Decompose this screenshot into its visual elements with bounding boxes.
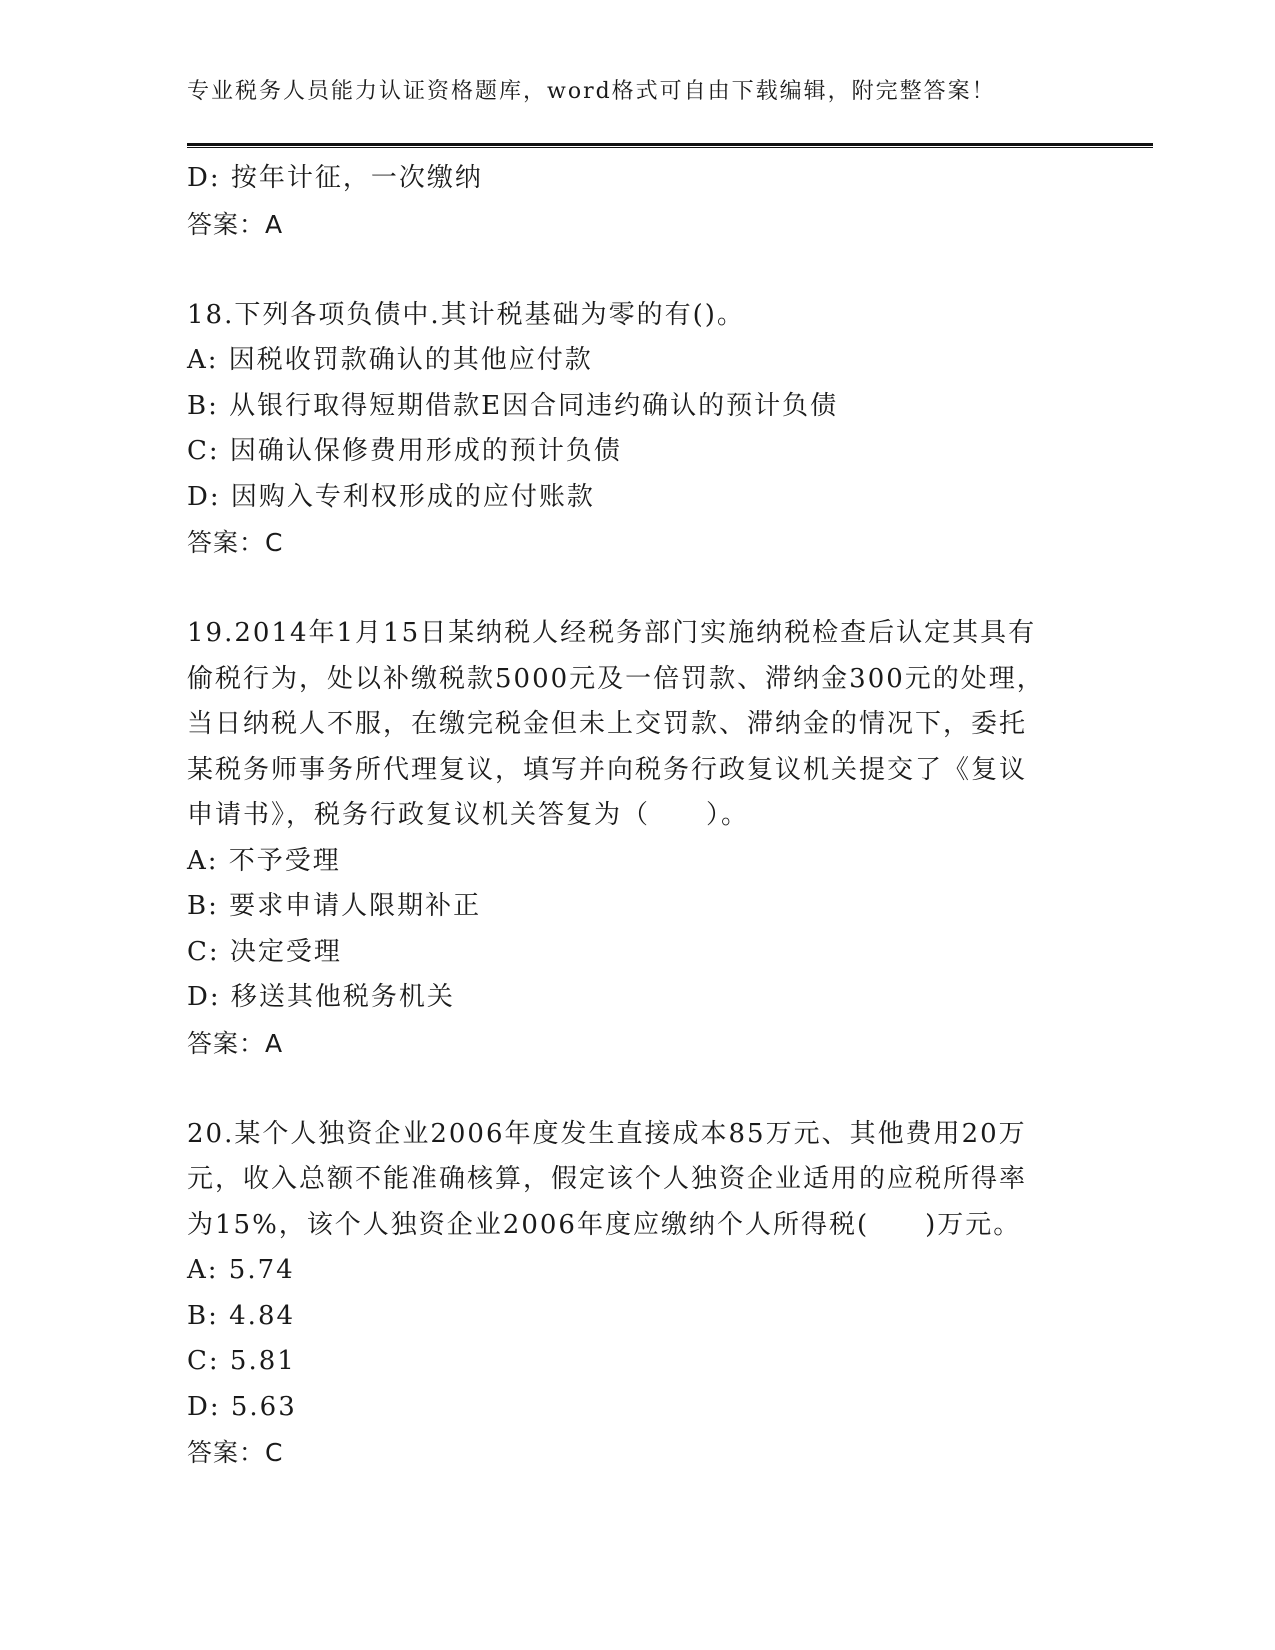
q19-option-a: A: 不予受理 xyxy=(187,845,341,876)
question-20-line-1: 20.某个人独资企业2006年度发生直接成本85万元、其他费用20万 xyxy=(187,1118,1027,1149)
question-19-line-2: 偷税行为，处以补缴税款5000元及一倍罚款、滞纳金300元的处理， xyxy=(187,663,1045,694)
prev-option-d: D: 按年计征，一次缴纳 xyxy=(187,163,483,193)
page-header: 专业税务人员能力认证资格题库，word格式可自由下载编辑，附完整答案！ xyxy=(187,79,996,104)
q19-answer: 答案：A xyxy=(187,1028,284,1058)
question-20-line-2: 元，收入总额不能准确核算，假定该个人独资企业适用的应税所得率 xyxy=(187,1164,1028,1194)
question-19-line-3: 当日纳税人不服，在缴完税金但未上交罚款、滞纳金的情况下，委托 xyxy=(187,709,1028,739)
header-divider xyxy=(187,143,1153,148)
q18-option-d: D: 因购入专利权形成的应付账款 xyxy=(187,481,595,512)
q20-option-d: D: 5.63 xyxy=(187,1391,297,1422)
spacer xyxy=(187,566,1067,612)
spacer xyxy=(187,247,1067,293)
q20-option-c: C: 5.81 xyxy=(187,1346,296,1376)
spacer xyxy=(187,1066,1067,1112)
q18-answer: 答案：C xyxy=(187,528,284,557)
q19-option-c: C: 决定受理 xyxy=(187,936,342,967)
document-body xyxy=(187,156,1067,1476)
question-18: 18.下列各项负债中.其计税基础为零的有()。 xyxy=(187,299,745,330)
question-19-line-1: 19.2014年1月15日某纳税人经税务部门实施纳税检查后认定其具有 xyxy=(187,618,1037,648)
q20-option-a: A: 5.74 xyxy=(187,1255,295,1285)
q19-option-d: D: 移送其他税务机关 xyxy=(187,982,455,1012)
q18-option-a: A: 因税收罚款确认的其他应付款 xyxy=(187,345,593,375)
q18-option-b: B: 从银行取得短期借款E因合同违约确认的预计负债 xyxy=(187,390,839,421)
question-19-line-5: 申请书》，税务行政复议机关答复为（ ）。 xyxy=(187,800,750,830)
question-19-line-4: 某税务师事务所代理复议，填写并向税务行政复议机关提交了《复议 xyxy=(187,754,1028,785)
prev-answer: 答案：A xyxy=(187,209,284,239)
question-20-line-3: 为15%，该个人独资企业2006年度应缴纳个人所得税( )万元。 xyxy=(187,1209,1022,1240)
q19-option-b: B: 要求申请人限期补正 xyxy=(187,891,482,921)
q20-option-b: B: 4.84 xyxy=(187,1300,296,1331)
q18-option-c: C: 因确认保修费用形成的预计负债 xyxy=(187,436,622,466)
q20-answer: 答案：C xyxy=(187,1438,284,1467)
